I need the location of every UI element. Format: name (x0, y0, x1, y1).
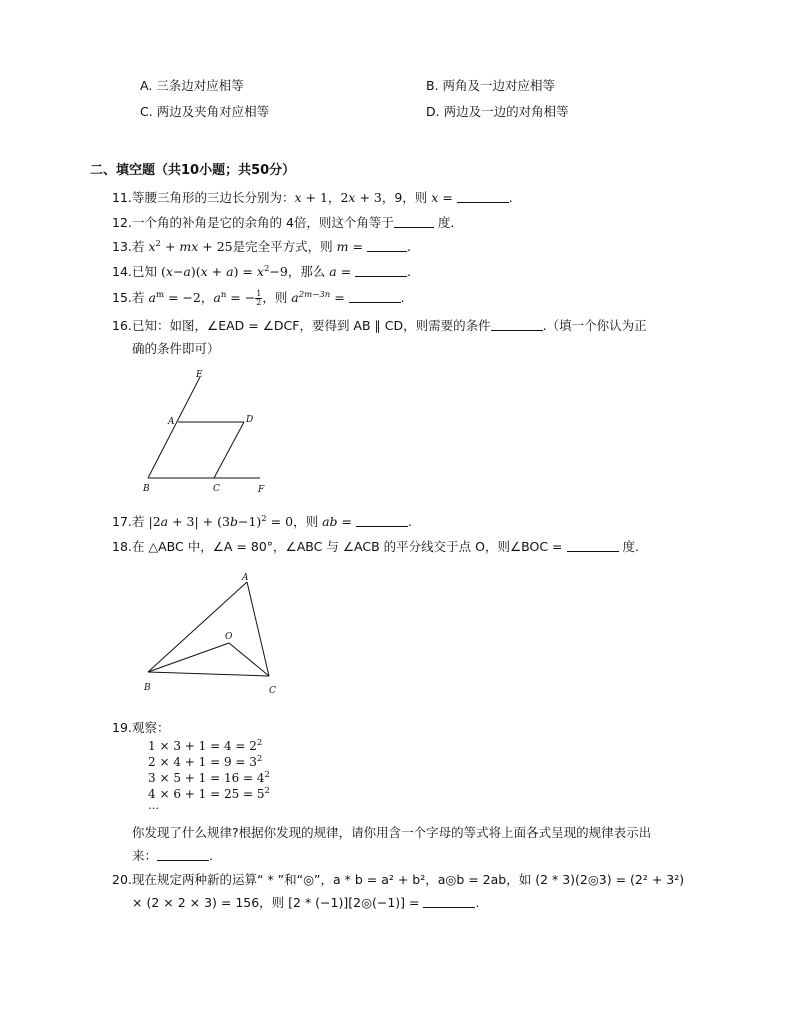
question-12: 12.一个角的补角是它的余角的 4倍，则这个角等于 度. (112, 215, 455, 230)
answer-blank[interactable] (394, 216, 434, 228)
line-bo (148, 643, 229, 672)
question-number: 14. (112, 264, 132, 279)
option-a: A. 三条边对应相等 (140, 78, 244, 93)
question-number: 13. (112, 239, 132, 254)
answer-blank[interactable] (457, 191, 509, 203)
question-number: 17. (112, 514, 132, 529)
question-number: 16. (112, 318, 132, 333)
answer-blank[interactable] (567, 540, 619, 552)
label-c: C (213, 484, 220, 494)
question-17: 17.若 $|2a + 3| + (3b-1)^2 = 0$，则 ab = . (112, 514, 412, 529)
observe-line-3: $3 \times 5 + 1 = 16 = 4^2$ (148, 770, 270, 785)
option-c: C. 两边及夹角对应相等 (140, 104, 270, 119)
option-b: B. 两角及一边对应相等 (426, 78, 556, 93)
observe-line-4: $4 \times 6 + 1 = 25 = 5^2$ (148, 786, 270, 801)
question-number: 15. (112, 290, 132, 305)
label-f: F (258, 485, 265, 495)
line-ac (247, 582, 269, 676)
question-16-line2: 确的条件即可） (132, 341, 220, 356)
answer-blank[interactable] (349, 291, 401, 303)
question-number: 19. (112, 720, 132, 735)
figure-parallelogram (136, 366, 276, 498)
label-c: C (269, 686, 276, 696)
label-a: A (242, 573, 249, 583)
question-19-prompt-line2: 来： . (132, 848, 213, 863)
observe-line-2: $2 \times 4 + 1 = 9 = 3^2$ (148, 754, 263, 769)
answer-blank[interactable] (367, 240, 407, 252)
question-18: 18.在 △ABC 中，∠A = 80°，∠ABC 与 ∠ACB 的平分线交于点 O，则∠BOC = 度. (112, 539, 639, 554)
answer-blank[interactable] (423, 896, 475, 908)
question-number: 20. (112, 872, 132, 887)
label-e: E (196, 370, 203, 380)
label-b: B (144, 683, 151, 693)
question-20-line2: × (2 × 2 × 3) = 156，则 [2 * (−1)][2◎(−1)] = . (132, 895, 480, 910)
section-title: 二、填空题（共10小题；共50分） (90, 163, 296, 178)
question-number: 12. (112, 215, 132, 230)
figure-triangle (138, 566, 288, 698)
question-13: 13.若 $x^2$ + mx + 25是完全平方式，则 m = . (112, 239, 411, 254)
question-19-prompt: 你发现了什么规律?根据你发现的规律，请你用含一个字母的等式将上面各式呈现的规律表示出 (132, 825, 652, 840)
answer-blank[interactable] (356, 515, 408, 527)
line-ea (148, 377, 200, 478)
line-dc (214, 422, 244, 478)
label-b: B (143, 484, 150, 494)
question-11: 11.等腰三角形的三边长分别为：x + 1，2x + 3，9，则 x = . (112, 190, 513, 205)
option-d: D. 两边及一边的对角相等 (426, 104, 569, 119)
question-16: 16.已知：如图，∠EAD = ∠DCF，要得到 AB ∥ CD，则需要的条件 .（填一个你认为正 (112, 318, 647, 333)
line-ab (148, 582, 247, 672)
question-number: 18. (112, 539, 132, 554)
question-20: 20.现在规定两种新的运算“ * ”和“◎”，a * b = a² + b²，a◎b = 2ab，如 (2 * 3)(2◎3) = (2² + 3²) (112, 872, 685, 887)
answer-blank[interactable] (491, 319, 543, 331)
question-14: 14.已知 $(x-a)(x + a) = x^2-9$，那么 a = . (112, 264, 412, 279)
label-d: D (246, 415, 254, 425)
question-15: 15.若 $a^m = -2$，$a^n$ = − $\frac{1}{2}$ ，则 $a^{2m-3n}$ = . (112, 289, 405, 307)
observe-line-1: $1 \times 3 + 1 = 4 = 2^2$ (148, 738, 263, 753)
question-19: 19.观察： (112, 720, 170, 735)
answer-blank[interactable] (157, 849, 209, 861)
line-oc (229, 643, 269, 676)
question-number: 11. (112, 190, 132, 205)
answer-blank[interactable] (355, 265, 407, 277)
label-a: A (168, 417, 175, 427)
label-o: O (225, 632, 233, 642)
observe-ellipsis: … (148, 799, 159, 812)
line-bc (148, 672, 269, 676)
